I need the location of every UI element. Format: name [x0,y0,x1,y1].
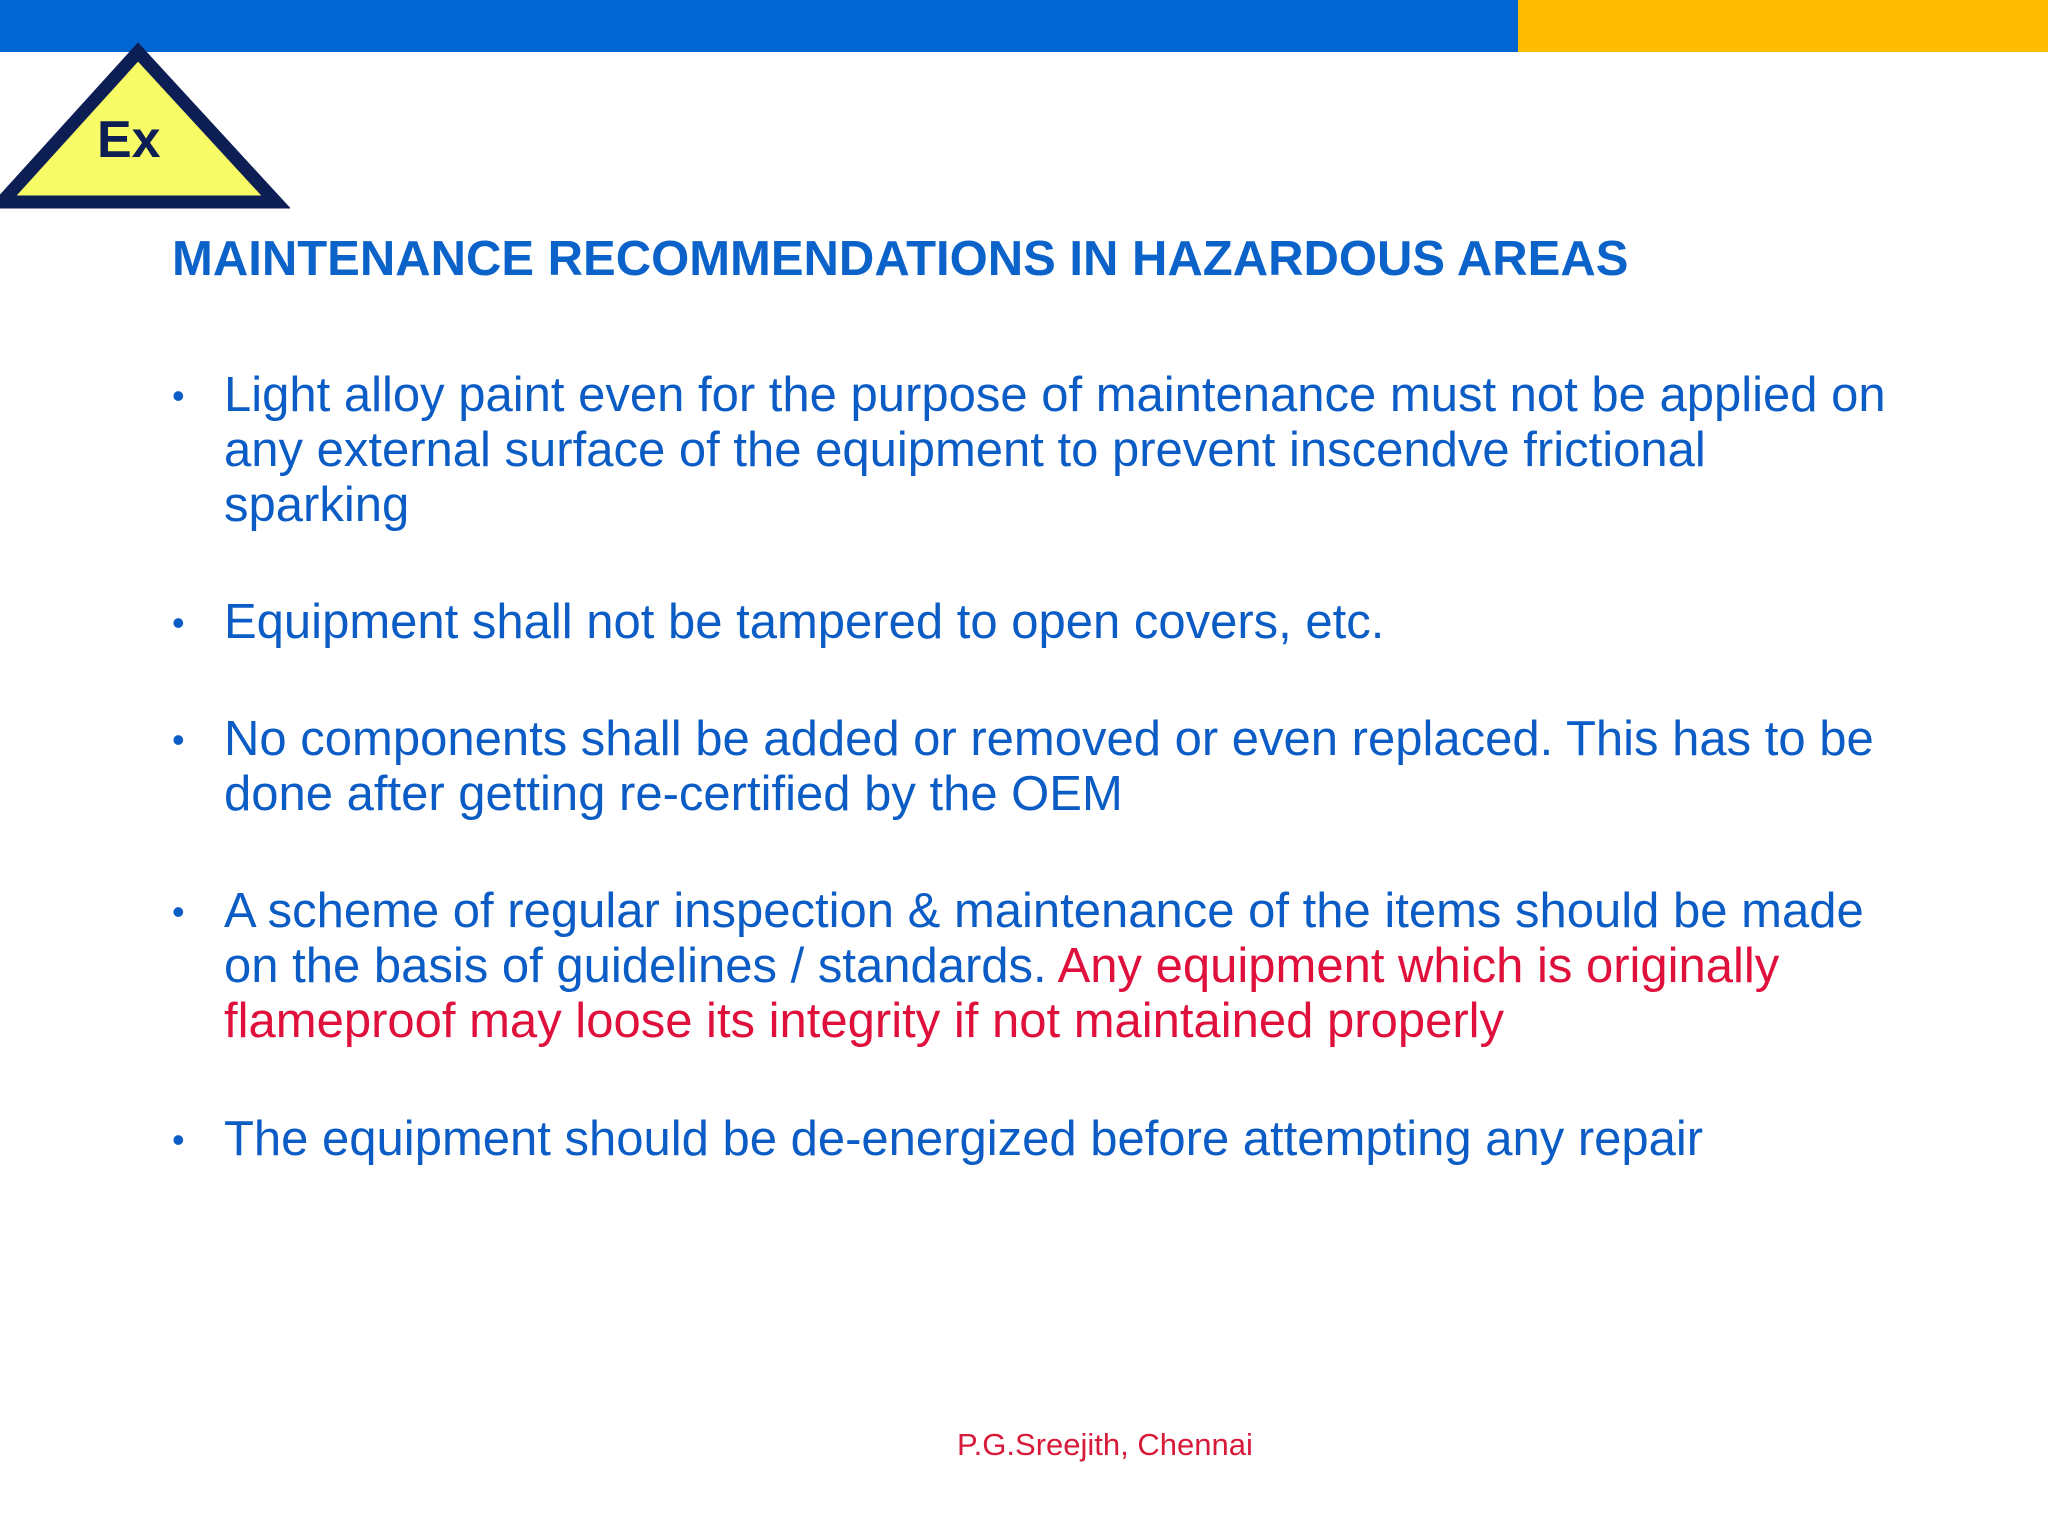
bullet-item [172,884,1892,1049]
slide-title: MAINTENANCE RECOMMENDATIONS IN HAZARDOUS AREAS [172,232,1629,286]
ex-logo-label: Ex [97,111,161,169]
bullet-text: The equipment should be de-energized before attempting any repair [224,1112,1704,1166]
bullet-dot-icon: • [172,719,185,760]
bullet-text: Equipment shall not be tampered to open covers, etc. [224,595,1385,649]
bullet-warning-text: Any equipment which is originally flameproof may loose its integrity if not maintained properly [224,939,1780,1048]
footer-author: P.G.Sreejith, Chennai [957,1427,1253,1462]
bullet-text: Light alloy paint even for the purpose of maintenance must not be applied on any external surface of the equipment to prevent inscendve frictional sparking [224,368,1886,532]
bullet-item [172,712,1892,822]
bullet-item [172,368,1892,533]
bullet-dot-icon: • [172,891,185,932]
bullet-text: A scheme of regular inspection & maintenance of the items should be made on the basis of guidelines / standards. [224,884,1864,993]
bullet-item [172,595,1892,650]
bullet-dot-icon: • [172,602,185,643]
bullet-dot-icon: • [172,375,185,416]
bullet-dot-icon: • [172,1119,185,1160]
top-bar-yellow [1518,0,2048,52]
bullet-item [172,1112,1892,1167]
bullet-text: No components shall be added or removed or even replaced. This has to be done after getting re-certified by the OEM [224,712,1874,821]
